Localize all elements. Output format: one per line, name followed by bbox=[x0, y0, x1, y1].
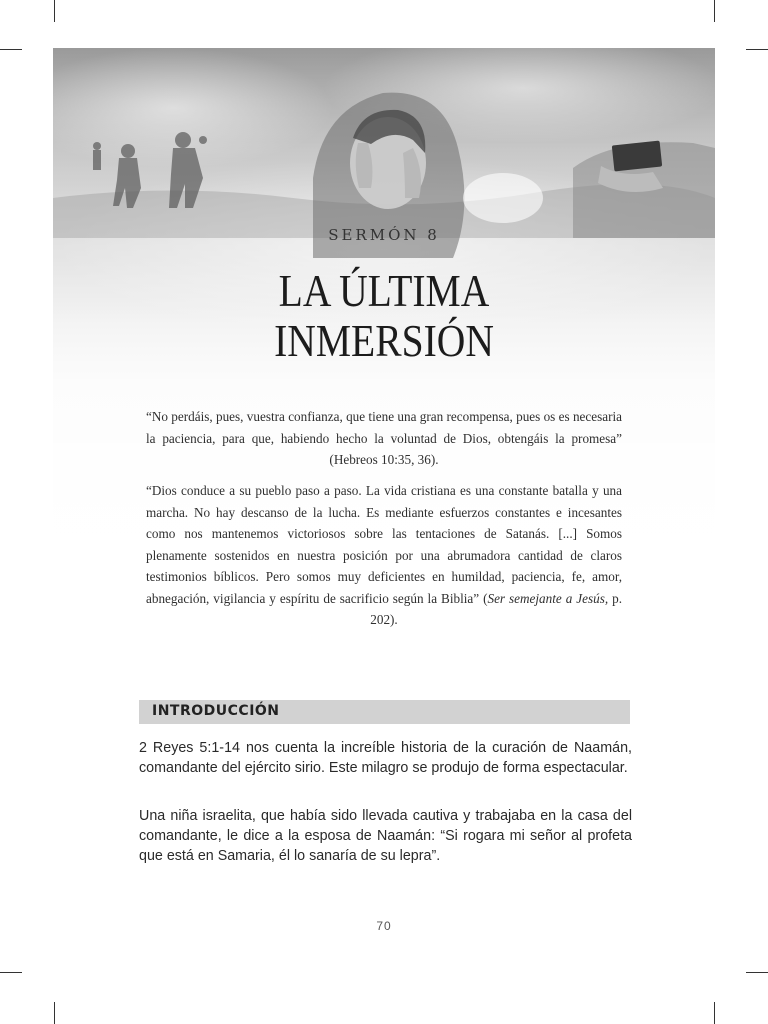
fire-glow bbox=[463, 173, 543, 223]
page-number: 70 bbox=[376, 919, 392, 933]
introduction-paragraph: Una niña israelita, que había sido llevada cautiva y trabajaba en la casa del comandante, le dice a la esposa de Naamán: “Si rogara mi señor al profeta que está en Samaria, él lo sanaría de su lepra”. bbox=[139, 808, 632, 864]
soldier-with-bible bbox=[573, 141, 715, 238]
crop-mark-left-bottom bbox=[0, 972, 22, 973]
sermon-label: SERMÓN 8 bbox=[328, 226, 440, 244]
egw-quote-text: “Dios conduce a su pueblo paso a paso. La vida cristiana es una constante batalla y una marcha. No hay descanso de la lucha. Es mediante esfuerzos constantes e incesantes como nos mantenemos victoriosos sobre las tentaciones de Satanás. [...] Somos plenamente sostenidos en nuestra posición por una abrumadora cantidad de claros testimonios bíblicos. Pero somos muy deficientes en humildad, paciencia, fe, amor, abnegación, vigilancia y espíritu de sacrificio según la Biblia” ( bbox=[146, 483, 622, 606]
egw-quote-page: p. 202). bbox=[370, 590, 622, 627]
introduction-paragraph: 2 Reyes 5:1-14 nos cuenta la increíble historia de la curación de Naamán, comandante del ejército sirio. Este milagro se produjo de forma espectacular. bbox=[139, 740, 632, 776]
crop-mark-bottom-right bbox=[714, 1002, 715, 1024]
crop-mark-top-right bbox=[714, 0, 715, 22]
crop-mark-right-top bbox=[746, 49, 768, 50]
crop-mark-right-bottom bbox=[746, 972, 768, 973]
crop-mark-bottom-left bbox=[54, 1002, 55, 1024]
hero-illustration bbox=[53, 48, 715, 627]
egw-quote-source: Ser semejante a Jesús, bbox=[487, 590, 609, 606]
title-line: LA ÚLTIMA bbox=[278, 265, 490, 316]
bible-icon bbox=[612, 141, 662, 172]
crop-mark-left-top bbox=[0, 49, 22, 50]
introduction-heading: INTRODUCCIÓN bbox=[152, 703, 280, 719]
introduction-heading-bar bbox=[139, 700, 630, 724]
egw-epigraph bbox=[146, 480, 622, 631]
crop-mark-top-left bbox=[54, 0, 55, 22]
bible-epigraph: “No perdáis, pues, vuestra confianza, que tiene una gran recompensa, pues os es necesaria la paciencia, para que, habiendo hecho la voluntad de Dios, obtengáis la promesa” (Hebreos 10:35, 36). bbox=[146, 409, 622, 467]
title-line: INMERSIÓN bbox=[274, 315, 494, 366]
page-title bbox=[99, 266, 668, 366]
